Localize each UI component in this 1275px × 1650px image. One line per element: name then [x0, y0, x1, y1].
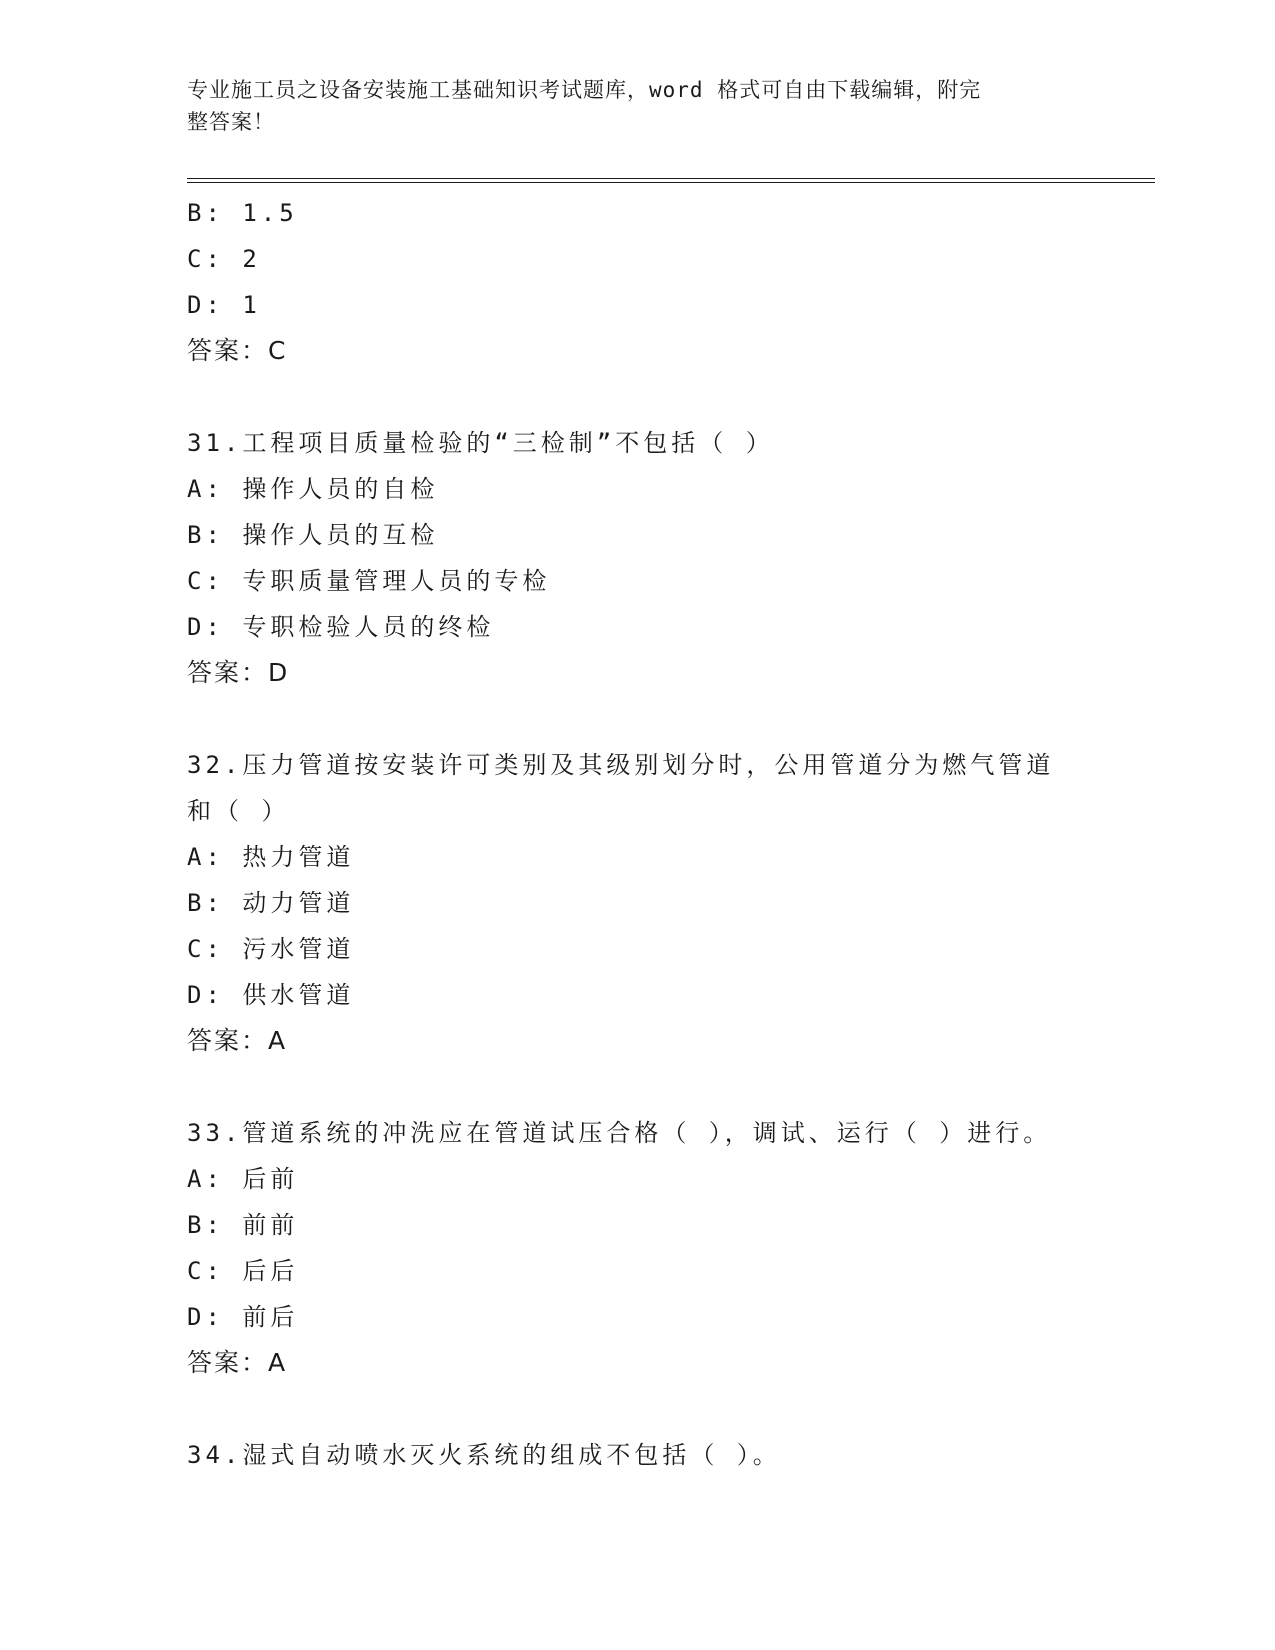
question-stem-continued: 和（ ） [187, 797, 290, 825]
option-d: D: 专职检验人员的终检 [187, 613, 495, 641]
option-c: C: 专职质量管理人员的专检 [187, 567, 551, 595]
question-list [187, 190, 1087, 1478]
option-d: D: 供水管道 [187, 981, 355, 1009]
question-34 [187, 1432, 1087, 1478]
option-d: D: 1 [187, 291, 261, 319]
question-32 [187, 742, 1087, 1064]
option-c: C: 污水管道 [187, 935, 355, 963]
question-31 [187, 420, 1087, 696]
option-b: B: 操作人员的互检 [187, 521, 439, 549]
question-stem: 33.管道系统的冲洗应在管道试压合格（ ），调试、运行（ ）进行。 [187, 1119, 1052, 1147]
question-33 [187, 1110, 1087, 1386]
question-stem: 31.工程项目质量检验的“三检制”不包括（ ） [187, 429, 774, 457]
option-d: D: 前后 [187, 1303, 299, 1331]
question-stem: 34.湿式自动喷水灭火系统的组成不包括（ ）。 [187, 1441, 781, 1469]
option-c: C: 2 [187, 245, 261, 273]
answer-label: 答案：C [187, 336, 288, 365]
answer-label: 答案：D [187, 658, 290, 687]
option-b: B: 1.5 [187, 199, 298, 227]
previous-question-tail [187, 190, 1087, 374]
header-double-rule [187, 178, 1155, 183]
document-header [187, 74, 1067, 138]
option-b: B: 前前 [187, 1211, 299, 1239]
answer-label: 答案：A [187, 1026, 288, 1055]
option-a: A: 操作人员的自检 [187, 475, 439, 503]
option-b: B: 动力管道 [187, 889, 355, 917]
header-line-1: 专业施工员之设备安装施工基础知识考试题库，word 格式可自由下载编辑，附完 [187, 78, 982, 102]
answer-label: 答案：A [187, 1348, 288, 1377]
option-a: A: 热力管道 [187, 843, 355, 871]
question-stem: 32.压力管道按安装许可类别及其级别划分时，公用管道分为燃气管道 [187, 751, 1055, 779]
header-line-2: 整答案！ [187, 110, 275, 134]
option-c: C: 后后 [187, 1257, 299, 1285]
option-a: A: 后前 [187, 1165, 299, 1193]
